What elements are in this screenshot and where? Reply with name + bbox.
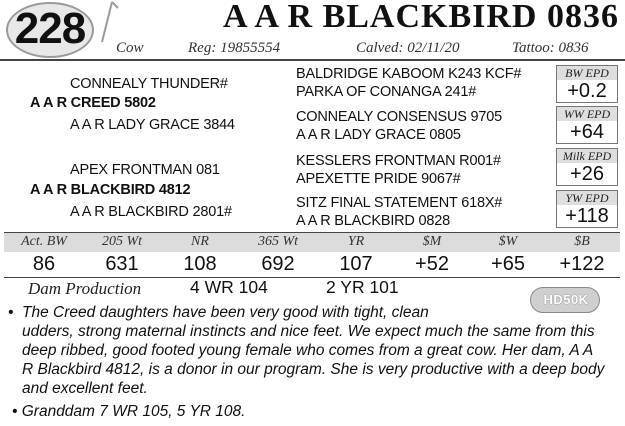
pedigree-ssd: PARKA OF CONANGA 241#: [296, 84, 477, 100]
perf-value-cell: 631: [105, 253, 139, 275]
pedigree-dam: A A R BLACKBIRD 4812: [30, 182, 191, 198]
perf-value-cell: 107: [339, 253, 373, 275]
comment-bullet: •: [8, 304, 14, 321]
perf-value-cell: +122: [559, 253, 605, 275]
lot-number: 228: [14, 4, 86, 53]
perf-header-cell: Act. BW: [21, 234, 67, 249]
epd-label: WW EPD: [557, 107, 617, 121]
perf-header-cell: $M: [422, 234, 442, 249]
dam-production-label: Dam Production: [28, 279, 142, 298]
pedigree-sds: CONNEALY CONSENSUS 9705: [296, 109, 502, 125]
performance-header: [4, 233, 620, 252]
granddam-note: • Granddam 7 WR 105, 5 YR 108.: [12, 403, 246, 420]
pedigree-sdd: A A R LADY GRACE 0805: [296, 127, 461, 143]
comment-first-line: The Creed daughters have been very good with tight, clean: [22, 304, 429, 321]
perf-value-cell: 86: [32, 253, 56, 275]
perf-value-cell: 108: [183, 253, 217, 275]
epd-value: +64: [570, 121, 604, 143]
calving-date: Calved: 02/11/20: [356, 40, 460, 56]
perf-header-cell: $B: [574, 234, 590, 249]
performance-table: [4, 232, 620, 278]
hd50k-badge: [530, 287, 600, 313]
animal-name: A A R BLACKBIRD 0836: [223, 0, 619, 35]
pedigree-dsd: APEXETTE PRIDE 9067#: [296, 171, 461, 187]
perf-value-cell: +65: [491, 253, 525, 275]
pedigree-dds: SITZ FINAL STATEMENT 618X#: [296, 195, 503, 211]
comment-body: udders, strong maternal instincts and nice feet. We expect much the same from this deep ribbed, good footed young female who comes from a great cow. Her dam, A A R Blackbird 4812, is a donor in our program. She is very productive with a deep body and excellent feet.: [22, 323, 605, 397]
epd-box-milk: [556, 148, 618, 186]
lot-number-badge: [6, 2, 94, 58]
dam-production-record: 4 WR 104: [190, 277, 268, 297]
epd-value: +118: [565, 205, 609, 227]
hd50k-label: HD50K: [543, 292, 589, 307]
perf-header-cell: NR: [191, 234, 209, 249]
epd-label: Milk EPD: [557, 149, 617, 163]
dam-production-record: 2 YR 101: [326, 277, 399, 297]
epd-box-ww: [556, 106, 618, 144]
epd-label: BW EPD: [557, 66, 617, 80]
pedigree-ddd: A A R BLACKBIRD 0828: [296, 213, 450, 229]
epd-box-yw: [556, 190, 618, 228]
pedigree-sire: A A R CREED 5802: [30, 95, 156, 111]
epd-value: +26: [570, 163, 604, 185]
registration-number: Reg: 19855554: [188, 40, 281, 56]
header-divider: [0, 59, 625, 61]
lot-badge-swoosh: [92, 0, 120, 44]
tattoo: Tattoo: 0836: [512, 40, 589, 56]
pedigree-sire-sire: CONNEALY THUNDER#: [70, 76, 228, 92]
perf-header-cell: 205 Wt: [101, 234, 143, 249]
pedigree-dam-sire: APEX FRONTMAN 081: [70, 162, 220, 178]
epd-label: YW EPD: [557, 191, 617, 205]
pedigree-sss: BALDRIDGE KABOOM K243 KCF#: [296, 66, 522, 82]
epd-box-bw: [556, 65, 618, 103]
animal-info-row: [116, 40, 620, 58]
pedigree-sire-dam: A A R LADY GRACE 3844: [70, 117, 235, 133]
animal-sex: Cow: [116, 40, 144, 56]
epd-value: +0.2: [567, 80, 607, 102]
perf-value-cell: +52: [415, 253, 449, 275]
perf-value-cell: 692: [261, 253, 295, 275]
pedigree-dss: KESSLERS FRONTMAN R001#: [296, 153, 501, 169]
perf-header-cell: $W: [498, 234, 518, 249]
perf-header-cell: YR: [347, 234, 365, 249]
pedigree-dam-dam: A A R BLACKBIRD 2801#: [70, 204, 232, 220]
perf-header-cell: 365 Wt: [257, 234, 299, 249]
comments-block: [8, 303, 605, 398]
